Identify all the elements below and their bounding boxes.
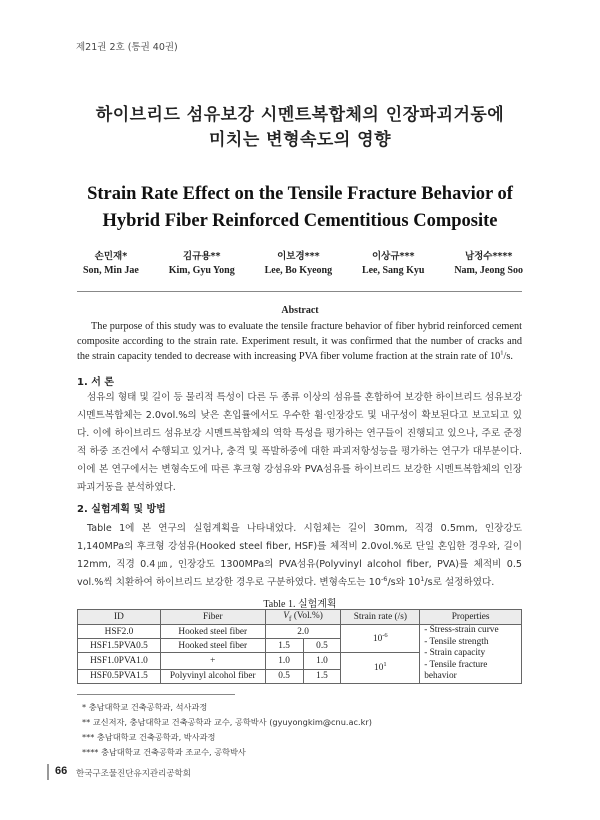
footnote: * 충남대학교 건축공학과, 석사과정 — [82, 702, 208, 712]
english-title-line-1: Strain Rate Effect on the Tensile Fracture Behavior of — [87, 184, 513, 204]
cell-fiber: Hooked steel fiber — [160, 625, 265, 639]
section-heading-introduction: 1. 서 론 — [77, 377, 115, 388]
cell-id: HSF1.0PVA1.0 — [78, 653, 161, 670]
rate-exponent: 1 — [383, 660, 387, 668]
methods-text: Table 1에 본 연구의 실험계획을 나타내었다. 시험체는 길이 30mm, 직경 0.5mm, 인장강도 1,140MPa의 후크형 강섬유(Hooked steel fiber, HSF)를 체적비 2.0vol.%로 단일 혼입한 경우와, 길이 12mm, 직경 0.4㎛, 인장강도 1300MPa의 PVA섬유(Polyvinyl alcohol fiber, PVA)를 체적비 0.5 vol.%씩 치환하여 하이브리드 보강한 경우로 구분하였다. 변형속도는 10 — [77, 523, 522, 588]
vf-subscript: f — [288, 613, 292, 623]
header-strain-rate: Strain rate (/s) — [341, 610, 420, 625]
header-fiber: Fiber — [160, 610, 265, 625]
author-english-name: Nam, Jeong Soo — [454, 265, 523, 276]
author — [265, 250, 333, 278]
issue-header: 제21권 2호 (통권 40권) — [76, 42, 178, 53]
author-korean-name: 손민재* — [94, 251, 128, 262]
rate-exponent: -6 — [382, 631, 388, 639]
cell-volume-hsf: 1.0 — [265, 653, 303, 670]
table-header-row — [78, 610, 522, 625]
methods-exponent: 1 — [420, 574, 425, 583]
author-english-name: Lee, Bo Kyeong — [264, 265, 333, 276]
author — [362, 250, 425, 278]
page-marker-bar — [47, 764, 49, 780]
rate-base: 10 — [374, 662, 384, 673]
cell-strain-rate-low — [341, 625, 420, 653]
cell-volume-pva: 1.0 — [303, 653, 341, 670]
introduction-paragraph: 섬유의 형태 및 길이 등 물리적 특성이 다른 두 종류 이상의 섬유를 혼합하여 보강한 하이브리드 섬유보강 시멘트복합체는 2.0vol.%의 낮은 혼입률에서도 우수한 휨·인장강도 및 내구성이 확보된다고 보고되고 있다. 이에 하이브리드 섬유보강 시멘트복합체의 역학 특성을 평가하는 연구들이 진행되고 있으나, 주로 준정적 하중 조건에서 수행되고 있거나, 충격 및 폭발하중에 대한 파괴저항성능을 평가하는 연구가 대부분이다. 이에 본 연구에서는 변형속도에 따른 후크형 강섬유와 PVA섬유를 하이브리드 보강한 시멘트복합체의 인장파괴거동을 분석하였다. — [77, 392, 522, 493]
header-volume-fraction — [265, 610, 341, 625]
author-english-name: Lee, Sang Kyu — [361, 265, 425, 276]
cell-properties — [420, 625, 522, 684]
header-properties: Properties — [420, 610, 522, 625]
author-list — [83, 250, 523, 278]
cell-id: HSF1.5PVA0.5 — [78, 639, 161, 653]
author — [454, 250, 523, 278]
table-caption: Table 1. 실험계획 — [263, 599, 337, 610]
english-title-line-2: Hybrid Fiber Reinforced Cementitious Composite — [102, 211, 498, 231]
footnotes — [82, 700, 372, 760]
methods-text: /s로 설정하였다. — [424, 577, 495, 588]
experiment-plan-table — [77, 609, 522, 684]
abstract-text-end: /s. — [503, 351, 513, 362]
cell-volume: 2.0 — [265, 625, 341, 639]
cell-volume-hsf: 1.5 — [265, 639, 303, 653]
korean-title-line-2: 미치는 변형속도의 영향 — [208, 130, 392, 150]
cell-id: HSF2.0 — [78, 625, 161, 639]
journal-name: 한국구조물진단유지관리공학회 — [76, 769, 191, 779]
divider — [77, 291, 522, 292]
rate-base: 10 — [372, 633, 383, 644]
abstract-title: Abstract — [281, 305, 319, 316]
table-row — [78, 625, 522, 639]
author-korean-name: 남정수**** — [464, 251, 513, 262]
property-item: - Strain capacity — [424, 648, 486, 658]
cell-fiber: + — [160, 653, 265, 670]
header-id: ID — [78, 610, 161, 625]
property-item: - Stress-strain curve — [424, 625, 499, 635]
property-item: - Tensile fracture behavior — [424, 659, 488, 681]
cell-volume-pva: 1.5 — [303, 669, 341, 683]
footnote: **** 충남대학교 건축공학과 조교수, 공학박사 — [82, 747, 246, 757]
author-korean-name: 김규용** — [182, 251, 221, 262]
author-korean-name: 이상규*** — [371, 251, 415, 262]
cell-fiber: Polyvinyl alcohol fiber — [160, 669, 265, 683]
methods-paragraph — [77, 520, 522, 592]
author — [83, 250, 139, 278]
author-korean-name: 이보경*** — [277, 251, 320, 262]
korean-title — [0, 103, 600, 153]
korean-title-line-1: 하이브리드 섬유보강 시멘트복합체의 인장파괴거동에 — [95, 105, 505, 125]
author — [169, 250, 235, 278]
section-heading-methods: 2. 실험계획 및 방법 — [77, 504, 166, 515]
page-number: 66 — [55, 765, 68, 777]
footnote-divider — [77, 694, 235, 695]
vf-unit: (Vol.%) — [291, 611, 323, 622]
cell-volume-hsf: 0.5 — [265, 669, 303, 683]
abstract-body — [77, 319, 522, 364]
abstract-text: The purpose of this study was to evaluate the tensile fracture behavior of fiber hybrid reinforced cement composite according to the strain rate. Experiment result, it was confirmed that the number of cracks and the strain capacity tended to decrease with increasing PVA fiber volume fraction at the strain rate of 10 — [77, 321, 522, 362]
cell-strain-rate-high — [341, 653, 420, 684]
footnote: *** 충남대학교 건축공학과, 박사과정 — [82, 732, 216, 742]
author-english-name: Kim, Gyu Yong — [168, 265, 235, 276]
cell-id: HSF0.5PVA1.5 — [78, 669, 161, 683]
abstract-exponent: 1 — [500, 349, 504, 357]
methods-text: /s와 10 — [387, 577, 421, 588]
cell-volume-pva: 0.5 — [303, 639, 341, 653]
footnote: ** 교신저자, 충남대학교 건축공학과 교수, 공학박사 (gyuyongkim@cnu.ac.kr) — [82, 717, 372, 727]
methods-exponent: -6 — [380, 574, 388, 583]
english-title — [0, 181, 600, 235]
vf-symbol: V — [283, 611, 289, 622]
cell-fiber: Hooked steel fiber — [160, 639, 265, 653]
property-item: - Tensile strength — [424, 636, 489, 647]
author-english-name: Son, Min Jae — [83, 265, 139, 276]
